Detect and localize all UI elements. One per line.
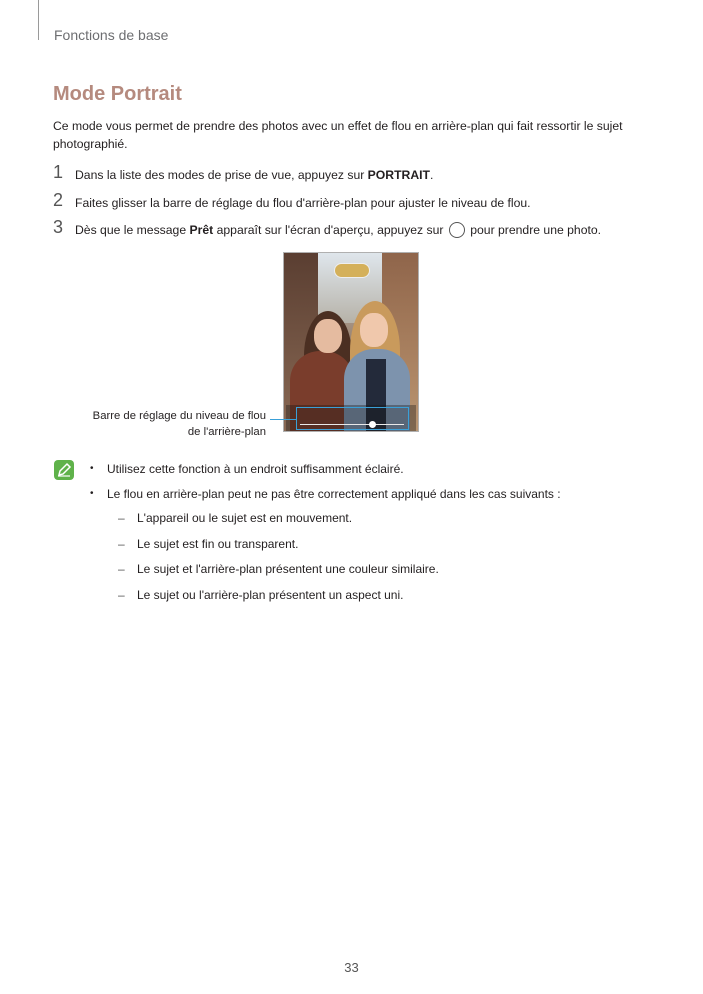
live-focus-badge-icon: [334, 263, 370, 278]
note-pencil-icon: [54, 460, 74, 480]
callout-leader-line: [270, 419, 296, 420]
blur-slider-callout: Barre de réglage du niveau de flou de l'arrière-plan: [92, 410, 266, 438]
blur-slider-highlight: [296, 407, 409, 430]
step-text: Dans la liste des modes de prise de vue, appuyez sur PORTRAIT.: [75, 168, 434, 182]
step-text: Dès que le message Prêt apparaît sur l'écran d'aperçu, appuyez sur pour prendre une photo.: [75, 223, 602, 237]
step-text: Faites glisser la barre de réglage du flou d'arrière-plan pour ajuster le niveau de flou.: [75, 196, 531, 210]
portrait-preview-screen: [283, 252, 419, 432]
subject-right-face: [360, 313, 388, 347]
blur-slider-track[interactable]: [300, 424, 404, 425]
step-number: 1: [53, 162, 64, 182]
section-title: Fonctions de base: [54, 27, 169, 43]
step-number: 3: [53, 217, 64, 237]
portrait-mode-label: PORTRAIT: [367, 168, 430, 182]
subject-left-face: [314, 319, 342, 353]
page-title: Mode Portrait: [53, 83, 182, 105]
header-rule: [38, 0, 39, 40]
step-number: 2: [53, 190, 64, 210]
shutter-button-icon: [449, 222, 465, 238]
ready-message-label: Prêt: [189, 223, 214, 237]
page-number: 33: [344, 960, 359, 975]
intro-paragraph: Ce mode vous permet de prendre des photos avec un effet de flou en arrière-plan qui fait ressortir le sujet photographié.: [53, 119, 623, 151]
